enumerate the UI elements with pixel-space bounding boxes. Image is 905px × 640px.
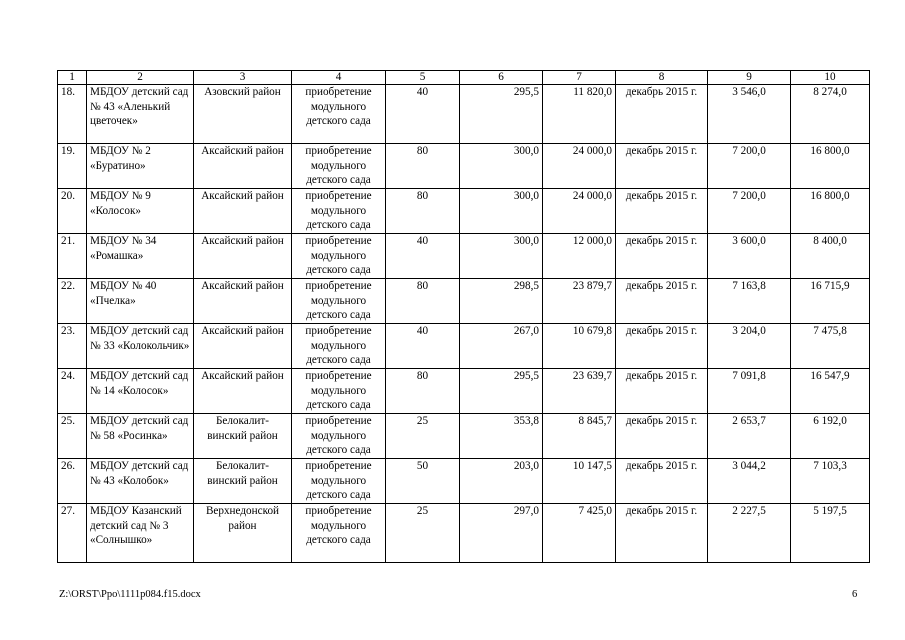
regional-funds: 6 192,0	[791, 414, 870, 459]
total-cost: 8 845,7	[543, 414, 616, 459]
places-count: 80	[386, 279, 460, 324]
federal-funds: 7 163,8	[708, 279, 791, 324]
header-cell: 8	[616, 71, 708, 85]
places-count: 50	[386, 459, 460, 504]
unit-cost: 295,5	[460, 369, 543, 414]
header-cell: 9	[708, 71, 791, 85]
purpose-text: приобретение модульного детского сада	[292, 189, 386, 234]
header-cell: 5	[386, 71, 460, 85]
row-number: 20.	[58, 189, 87, 234]
district-name: Аксайский район	[194, 144, 292, 189]
regional-funds: 16 547,9	[791, 369, 870, 414]
regional-funds: 5 197,5	[791, 504, 870, 563]
total-cost: 24 000,0	[543, 189, 616, 234]
places-count: 80	[386, 189, 460, 234]
completion-date: декабрь 2015 г.	[616, 459, 708, 504]
places-count: 25	[386, 504, 460, 563]
institution-name: МБДОУ детский сад № 14 «Колосок»	[87, 369, 194, 414]
row-number: 26.	[58, 459, 87, 504]
places-count: 25	[386, 414, 460, 459]
table-row	[58, 144, 870, 189]
page-number: 6	[852, 589, 858, 600]
purpose-text: приобретение модульного детского сада	[292, 144, 386, 189]
completion-date: декабрь 2015 г.	[616, 234, 708, 279]
district-name: Аксайский район	[194, 279, 292, 324]
row-number: 27.	[58, 504, 87, 563]
federal-funds: 7 200,0	[708, 189, 791, 234]
header-cell: 7	[543, 71, 616, 85]
header-cell: 6	[460, 71, 543, 85]
row-number: 18.	[58, 85, 87, 144]
row-number: 19.	[58, 144, 87, 189]
header-cell: 10	[791, 71, 870, 85]
completion-date: декабрь 2015 г.	[616, 414, 708, 459]
column-number-row	[58, 71, 870, 85]
purpose-text: приобретение модульного детского сада	[292, 234, 386, 279]
header-cell: 3	[194, 71, 292, 85]
regional-funds: 7 103,3	[791, 459, 870, 504]
district-name: Аксайский район	[194, 234, 292, 279]
table-row	[58, 189, 870, 234]
places-count: 40	[386, 324, 460, 369]
row-number: 21.	[58, 234, 87, 279]
table-row	[58, 414, 870, 459]
federal-funds: 3 044,2	[708, 459, 791, 504]
data-table	[57, 70, 870, 563]
regional-funds: 8 400,0	[791, 234, 870, 279]
unit-cost: 300,0	[460, 234, 543, 279]
federal-funds: 7 091,8	[708, 369, 791, 414]
total-cost: 7 425,0	[543, 504, 616, 563]
unit-cost: 267,0	[460, 324, 543, 369]
regional-funds: 7 475,8	[791, 324, 870, 369]
header-cell: 4	[292, 71, 386, 85]
unit-cost: 203,0	[460, 459, 543, 504]
completion-date: декабрь 2015 г.	[616, 85, 708, 144]
row-number: 23.	[58, 324, 87, 369]
district-name: Белокалит-винский район	[194, 414, 292, 459]
total-cost: 23 639,7	[543, 369, 616, 414]
completion-date: декабрь 2015 г.	[616, 144, 708, 189]
regional-funds: 16 800,0	[791, 189, 870, 234]
table-row	[58, 234, 870, 279]
institution-name: МБДОУ детский сад № 33 «Колокольчик»	[87, 324, 194, 369]
table-row	[58, 279, 870, 324]
row-number: 25.	[58, 414, 87, 459]
table-row	[58, 459, 870, 504]
unit-cost: 298,5	[460, 279, 543, 324]
purpose-text: приобретение модульного детского сада	[292, 324, 386, 369]
file-path: Z:\ORST\Ppo\1111p084.f15.docx	[59, 589, 201, 600]
table-row	[58, 369, 870, 414]
table-row	[58, 504, 870, 563]
header-cell: 2	[87, 71, 194, 85]
unit-cost: 300,0	[460, 189, 543, 234]
federal-funds: 3 204,0	[708, 324, 791, 369]
places-count: 80	[386, 144, 460, 189]
completion-date: декабрь 2015 г.	[616, 279, 708, 324]
district-name: Аксайский район	[194, 369, 292, 414]
completion-date: декабрь 2015 г.	[616, 324, 708, 369]
header-cell: 1	[58, 71, 87, 85]
regional-funds: 8 274,0	[791, 85, 870, 144]
completion-date: декабрь 2015 г.	[616, 369, 708, 414]
institution-name: МБДОУ № 9 «Колосок»	[87, 189, 194, 234]
federal-funds: 3 546,0	[708, 85, 791, 144]
total-cost: 12 000,0	[543, 234, 616, 279]
unit-cost: 300,0	[460, 144, 543, 189]
institution-name: МБДОУ детский сад № 58 «Росинка»	[87, 414, 194, 459]
unit-cost: 353,8	[460, 414, 543, 459]
total-cost: 23 879,7	[543, 279, 616, 324]
regional-funds: 16 715,9	[791, 279, 870, 324]
district-name: Азовский район	[194, 85, 292, 144]
purpose-text: приобретение модульного детского сада	[292, 85, 386, 144]
completion-date: декабрь 2015 г.	[616, 189, 708, 234]
total-cost: 11 820,0	[543, 85, 616, 144]
row-number: 24.	[58, 369, 87, 414]
completion-date: декабрь 2015 г.	[616, 504, 708, 563]
table-row	[58, 85, 870, 144]
institution-name: МБДОУ детский сад № 43 «Аленький цветочек»	[87, 85, 194, 144]
places-count: 80	[386, 369, 460, 414]
purpose-text: приобретение модульного детского сада	[292, 369, 386, 414]
total-cost: 10 679,8	[543, 324, 616, 369]
institution-name: МБДОУ № 34 «Ромашка»	[87, 234, 194, 279]
purpose-text: приобретение модульного детского сада	[292, 279, 386, 324]
regional-funds: 16 800,0	[791, 144, 870, 189]
district-name: Белокалит-винский район	[194, 459, 292, 504]
purpose-text: приобретение модульного детского сада	[292, 459, 386, 504]
row-number: 22.	[58, 279, 87, 324]
total-cost: 10 147,5	[543, 459, 616, 504]
purpose-text: приобретение модульного детского сада	[292, 414, 386, 459]
places-count: 40	[386, 85, 460, 144]
federal-funds: 2 227,5	[708, 504, 791, 563]
purpose-text: приобретение модульного детского сада	[292, 504, 386, 563]
institution-name: МБДОУ Казанский детский сад № 3 «Солнышко»	[87, 504, 194, 563]
institution-name: МБДОУ детский сад № 43 «Колобок»	[87, 459, 194, 504]
federal-funds: 3 600,0	[708, 234, 791, 279]
district-name: Аксайский район	[194, 324, 292, 369]
unit-cost: 295,5	[460, 85, 543, 144]
federal-funds: 7 200,0	[708, 144, 791, 189]
table-row	[58, 324, 870, 369]
places-count: 40	[386, 234, 460, 279]
federal-funds: 2 653,7	[708, 414, 791, 459]
total-cost: 24 000,0	[543, 144, 616, 189]
institution-name: МБДОУ № 2 «Буратино»	[87, 144, 194, 189]
institution-name: МБДОУ № 40 «Пчелка»	[87, 279, 194, 324]
district-name: Верхнедонской район	[194, 504, 292, 563]
unit-cost: 297,0	[460, 504, 543, 563]
district-name: Аксайский район	[194, 189, 292, 234]
